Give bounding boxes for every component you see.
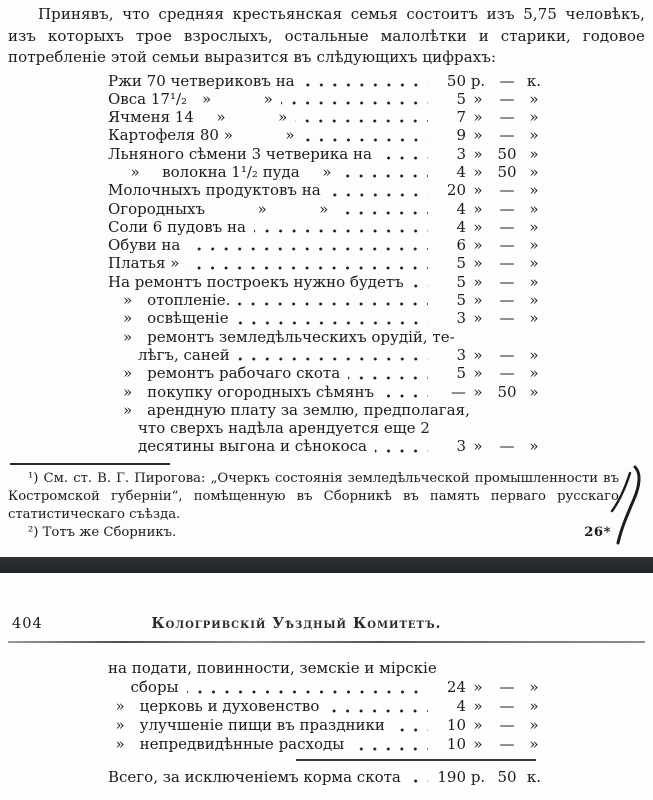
label-text: На ремонтъ построекъ нужно будетъ [108, 272, 404, 291]
amount-line [108, 678, 544, 697]
label-text: » освѣщеніе [108, 309, 229, 328]
kopecks-unit: » [529, 364, 539, 383]
kopecks-value: — [499, 437, 515, 456]
list-item [108, 163, 544, 181]
footnote-2-text: ²) Тотъ же Сборникъ. [28, 524, 177, 540]
kopecks-unit: » [529, 697, 539, 715]
list-item [108, 401, 544, 456]
amount-line [108, 90, 544, 108]
dot-leader [187, 266, 428, 270]
kopecks-value: — [499, 716, 515, 734]
rubles-unit: » [473, 382, 483, 401]
kopecks-value: — [499, 254, 515, 273]
amount-line [108, 768, 544, 786]
page-separator-band [0, 557, 653, 573]
kopecks-value: — [499, 272, 515, 291]
kopecks-unit: » [529, 437, 539, 456]
kopecks-unit: » [529, 309, 539, 328]
rubles-value: 5 [456, 89, 466, 108]
amount-line [108, 236, 544, 254]
list-item [108, 716, 544, 735]
rubles-unit: » [473, 217, 483, 236]
rubles-value: — [451, 382, 466, 401]
dot-leader [303, 138, 428, 142]
rubles-unit: » [473, 181, 483, 200]
list-item [108, 126, 544, 144]
kopecks-unit: » [529, 199, 539, 218]
kopecks-unit: » [529, 126, 539, 145]
rubles-unit: » [473, 309, 483, 328]
amount-line [108, 145, 544, 163]
pen-mark-icon [607, 463, 643, 549]
label-text: Всего, за исключеніемъ корма скота [108, 767, 401, 786]
rubles-unit: » [473, 716, 483, 734]
intro-paragraph: Принявъ, что средняя крестьянская семья состоитъ изъ 5,75 человѣкъ, изъ которыхъ трое взрослыхъ, остальные малолѣтки и старики, годовое потребленіе этой семьи выразится въ слѣдующихъ цифрахъ: [8, 5, 645, 66]
amount-line [108, 383, 544, 401]
amount-line [108, 254, 544, 272]
label-text: Картофеля 80 » » [108, 126, 295, 145]
label-text: » покупку огородныхъ сѣмянъ [108, 382, 374, 401]
rubles-unit: » [473, 364, 483, 383]
list-item [108, 218, 544, 236]
label-text: Овса 17¹/₂ » » [108, 89, 273, 108]
kopecks-unit: » [529, 716, 539, 734]
list-item [108, 181, 544, 199]
list-item [108, 145, 544, 163]
rubles-value: 5 [456, 254, 466, 273]
kopecks-unit: » [529, 217, 539, 236]
rubles-unit: » [473, 735, 483, 753]
label-text: десятины выгона и сѣнокоса [108, 437, 367, 456]
header-rule [8, 641, 645, 643]
kopecks-unit: » [529, 291, 539, 310]
rubles-value: 50 [446, 71, 466, 90]
kopecks-value: — [499, 735, 515, 753]
amount-line [108, 716, 544, 735]
rubles-value: 10 [446, 716, 466, 734]
dot-leader [339, 174, 428, 178]
list-item [108, 697, 544, 716]
kopecks-value: — [499, 217, 515, 236]
list-item [108, 108, 544, 126]
kopecks-value: — [499, 309, 515, 328]
rubles-unit: » [473, 108, 483, 127]
label-line: » ремонтъ земледѣльческихъ орудій, те- [108, 327, 455, 346]
kopecks-value: — [499, 291, 515, 310]
kopecks-unit: » [529, 254, 539, 273]
amount-line [108, 437, 544, 455]
kopecks-value: — [499, 108, 515, 127]
rubles-value: 190 [437, 767, 466, 786]
rubles-value: 3 [456, 309, 466, 328]
kopecks-unit: » [529, 236, 539, 255]
rubles-unit: » [473, 236, 483, 255]
running-title: Кологривскій Уѣздный Комитетъ. [151, 615, 442, 632]
rubles-value: 5 [456, 291, 466, 310]
kopecks-unit: » [529, 181, 539, 200]
rubles-unit: » [473, 199, 483, 218]
rubles-value: 6 [456, 236, 466, 255]
dot-leader [188, 247, 428, 251]
rubles-value: 3 [456, 437, 466, 456]
rubles-unit: » [473, 126, 483, 145]
kopecks-value: — [499, 345, 515, 364]
dot-leader [348, 376, 428, 380]
rubles-unit: р. [470, 71, 486, 90]
dot-leader [281, 101, 428, 105]
footnote-1: ¹) См. ст. В. Г. Пирогова: „Очеркъ состоянія земледѣльческой промышленности въ Костромской губерніи“, помѣщенную въ Сборникѣ въ память перваго русскаго статистическаго съѣзда. [8, 470, 619, 522]
list-item [108, 309, 544, 327]
label-text: » церковь и духовенство [108, 697, 320, 715]
rubles-value: 3 [456, 144, 466, 163]
list-item [108, 383, 544, 401]
kopecks-unit: » [529, 345, 539, 364]
kopecks-unit: » [529, 162, 539, 181]
kopecks-value: — [499, 236, 515, 255]
label-line: что сверхъ надѣла арендуется еще 2 [108, 419, 430, 438]
dot-leader [254, 229, 428, 233]
rubles-value: 24 [446, 678, 466, 696]
expense-list-continued [108, 659, 544, 754]
amount-line [108, 218, 544, 236]
amount-line [108, 126, 544, 144]
label-text: » ремонтъ рабочаго скота [108, 364, 341, 383]
kopecks-value: — [499, 71, 515, 90]
kopecks-unit: » [529, 108, 539, 127]
label-text: сборы [108, 678, 179, 696]
amount-line [108, 273, 544, 291]
amount-line [108, 346, 544, 364]
rubles-value: 4 [456, 217, 466, 236]
kopecks-value: — [499, 89, 515, 108]
amount-line [108, 200, 544, 218]
label-text: » улучшеніе пищи въ праздники [108, 716, 385, 734]
list-item [108, 236, 544, 254]
footnote-area [8, 463, 645, 542]
rubles-unit: » [473, 254, 483, 273]
dot-leader [295, 119, 428, 123]
rubles-unit: » [473, 272, 483, 291]
label-text: лѣгъ, саней [108, 345, 230, 364]
amount-line [108, 72, 544, 90]
label-text: Ячменя 14 » » [108, 108, 288, 127]
rubles-value: 10 [446, 735, 466, 753]
rubles-unit: » [473, 678, 483, 696]
label-text: » непредвидѣнные расходы [108, 735, 345, 753]
amount-line [108, 697, 544, 716]
kopecks-value: — [499, 364, 515, 383]
kopecks-value: 50 [497, 162, 517, 181]
list-item [108, 72, 544, 90]
kopecks-value: — [499, 199, 515, 218]
rubles-unit: » [473, 144, 483, 163]
list-item [108, 768, 544, 786]
dot-leader [303, 83, 428, 87]
dot-leader [352, 747, 428, 751]
kopecks-unit: » [529, 272, 539, 291]
kopecks-unit: к. [526, 767, 542, 786]
kopecks-unit: » [529, 678, 539, 696]
amount-line [108, 108, 544, 126]
label-line: » арендную плату за землю, предполагая, [108, 400, 470, 419]
rubles-value: 4 [456, 697, 466, 715]
rubles-unit: » [473, 345, 483, 364]
amount-line [108, 181, 544, 199]
rubles-value: 4 [456, 162, 466, 181]
list-item [108, 90, 544, 108]
footnote-2 [8, 524, 645, 542]
footnote-rule [10, 463, 170, 465]
label-text: Обуви на [108, 236, 181, 255]
rubles-value: 3 [456, 345, 466, 364]
label-text: » волокна 1¹/₂ пуда » [108, 162, 332, 181]
list-item [108, 200, 544, 218]
amount-line [108, 735, 544, 754]
rubles-unit: » [473, 162, 483, 181]
rubles-value: 20 [446, 181, 466, 200]
dot-leader [187, 690, 428, 694]
dot-leader [412, 284, 428, 288]
label-text: Ржи 70 четвериковъ на [108, 71, 295, 90]
rubles-unit: » [473, 89, 483, 108]
kopecks-value: 50 [497, 767, 517, 786]
label-line: на подати, повинности, земскіе и мірскіе [108, 659, 437, 677]
kopecks-unit: » [529, 144, 539, 163]
kopecks-value: — [499, 678, 515, 696]
amount-line [108, 364, 544, 382]
kopecks-value: — [499, 126, 515, 145]
kopecks-unit: » [529, 89, 539, 108]
rubles-unit: » [473, 697, 483, 715]
list-item [108, 735, 544, 754]
dot-leader [409, 779, 428, 783]
dot-leader [238, 357, 428, 361]
kopecks-unit: » [529, 735, 539, 753]
rubles-value: 4 [456, 199, 466, 218]
total-row [108, 768, 544, 786]
dot-leader [382, 394, 428, 398]
signature-mark: 26* [584, 524, 611, 540]
consumption-expense-list [108, 72, 544, 456]
kopecks-unit: к. [526, 71, 542, 90]
rubles-unit: » [473, 291, 483, 310]
dot-leader [380, 156, 428, 160]
list-item [108, 659, 544, 697]
kopecks-value: 50 [497, 144, 517, 163]
page-fragment-bottom [0, 573, 653, 800]
dot-leader [336, 211, 428, 215]
running-header [12, 615, 641, 632]
label-text: Соли 6 пудовъ на [108, 217, 246, 236]
dot-leader [327, 709, 428, 713]
kopecks-value: — [499, 697, 515, 715]
rubles-value: 9 [456, 126, 466, 145]
amount-line [108, 291, 544, 309]
list-item [108, 291, 544, 309]
list-item [108, 364, 544, 382]
rubles-unit: » [473, 437, 483, 456]
label-text: Льняного сѣмени 3 четверика на [108, 144, 372, 163]
label-text: Платья » [108, 254, 180, 273]
amount-line [108, 309, 544, 327]
dot-leader [329, 193, 428, 197]
dot-leader [237, 321, 428, 325]
dot-leader [238, 302, 428, 306]
rubles-unit: р. [470, 767, 486, 786]
page-number: 404 [12, 616, 43, 632]
amount-line [108, 163, 544, 181]
rubles-value: 5 [456, 272, 466, 291]
rubles-value: 5 [456, 364, 466, 383]
dot-leader [375, 449, 428, 453]
kopecks-unit: » [529, 382, 539, 401]
list-item [108, 254, 544, 272]
rubles-value: 7 [456, 108, 466, 127]
list-item [108, 328, 544, 365]
label-text: Молочныхъ продуктовъ на [108, 181, 321, 200]
dot-leader [393, 728, 428, 732]
label-text: » отопленіе. [108, 291, 231, 310]
label-text: Огородныхъ » » [108, 199, 329, 218]
kopecks-value: — [499, 181, 515, 200]
kopecks-value: 50 [497, 382, 517, 401]
total-rule [296, 759, 536, 761]
list-item [108, 273, 544, 291]
